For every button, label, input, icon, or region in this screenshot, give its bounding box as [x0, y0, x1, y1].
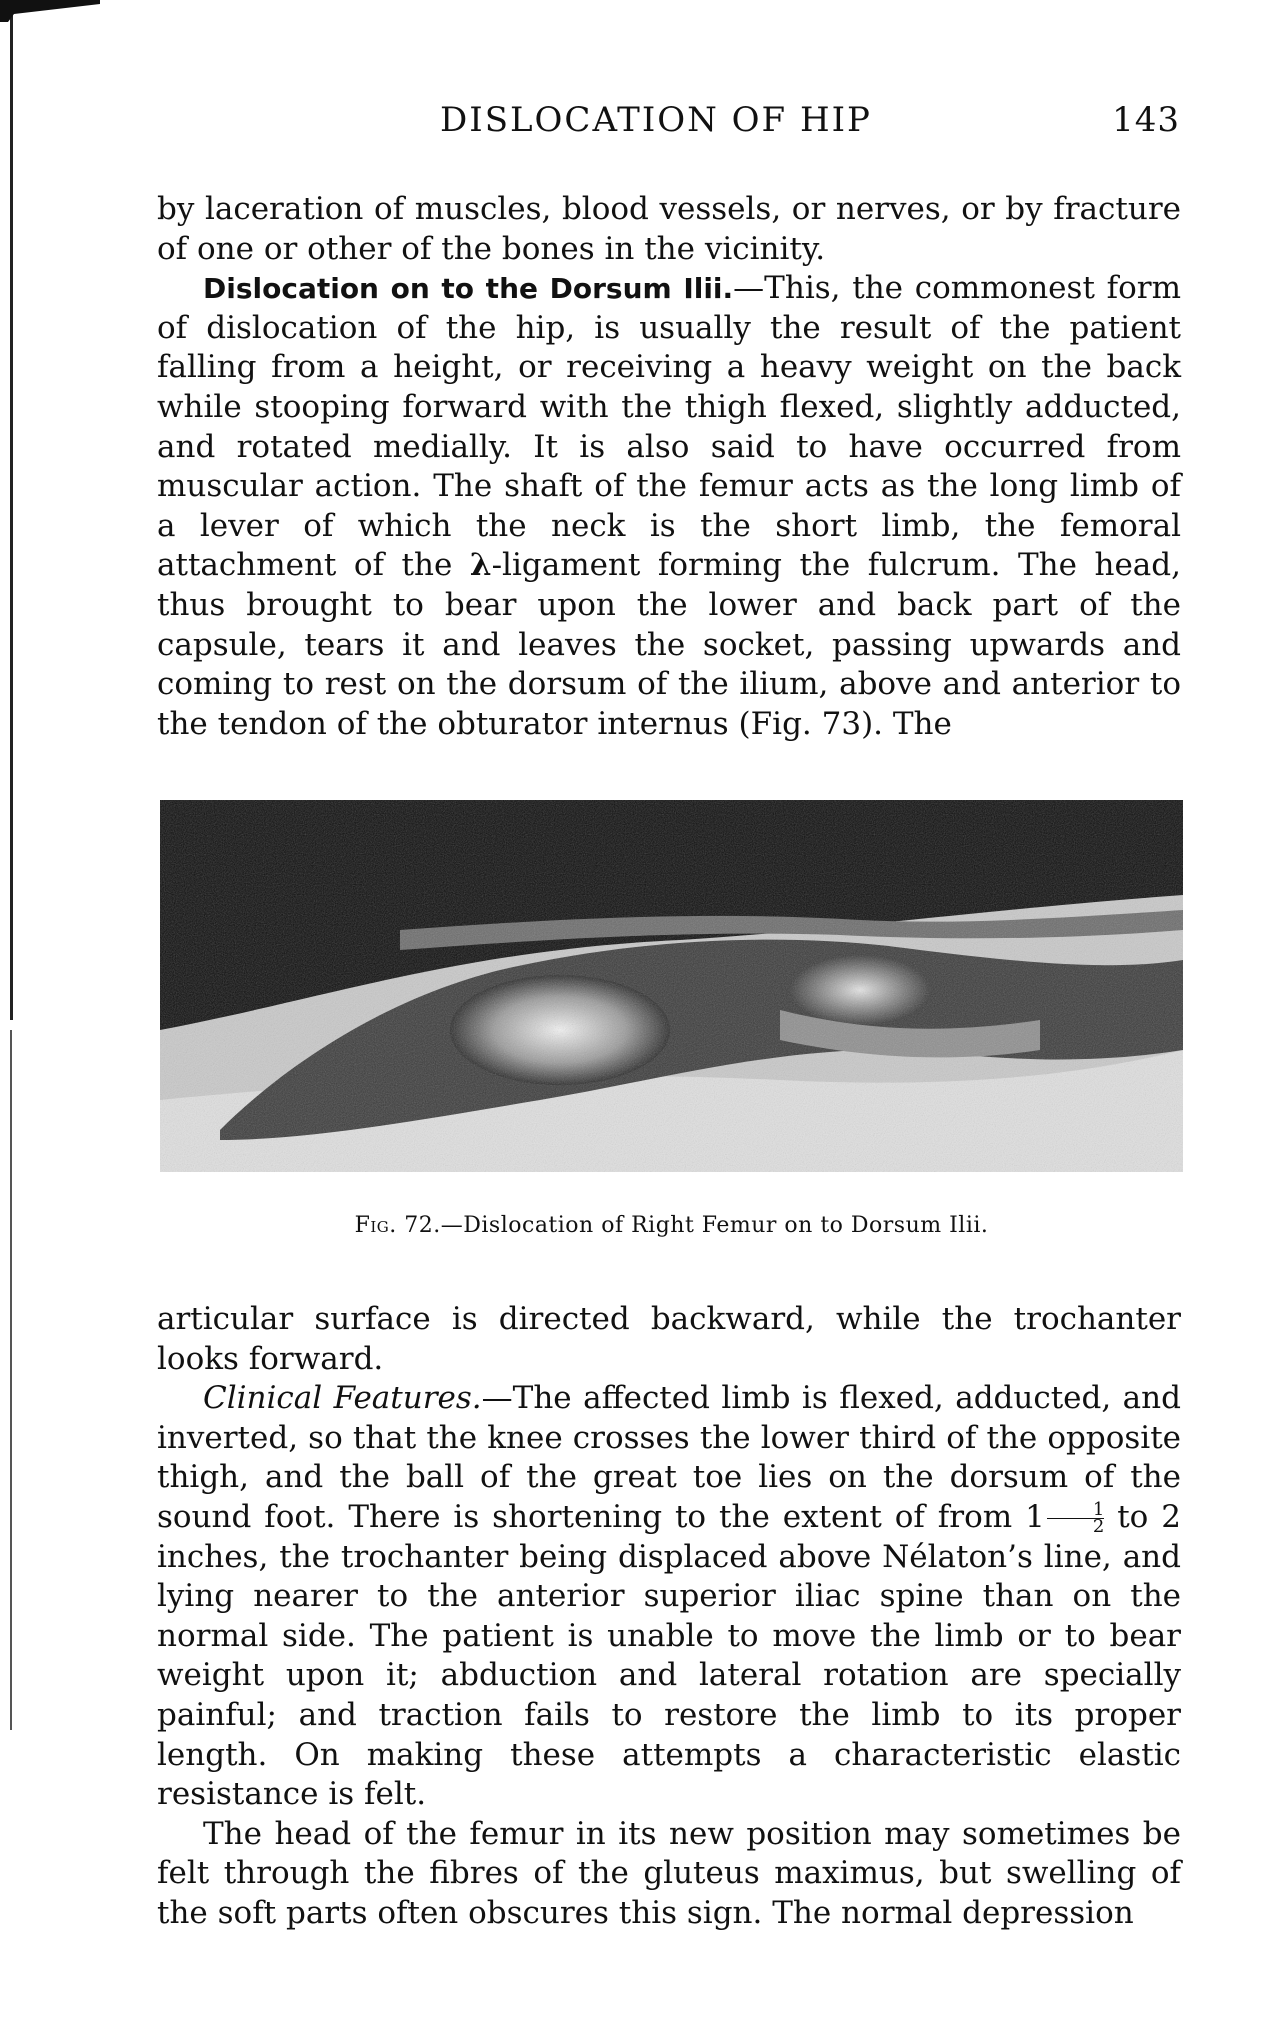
- page-binding-edge: [0, 0, 14, 2037]
- caption-text: —Dislocation of Right Femur on to Dorsum Ilii.: [440, 1213, 989, 1238]
- figure-72-photograph: [160, 800, 1183, 1172]
- paragraph-continuation: by laceration of muscles, blood vessels, or nerves, or by fracture of one or other of the bones in the vicinity.: [157, 191, 1181, 267]
- section-heading-clinical-features: Clinical Features.: [203, 1380, 482, 1417]
- paragraph-dorsum-ilii: Dislocation on to the Dorsum Ilii.—This, the commonest form of dislocation of the hip, is usually the result of the patient falling from a height, or receiving a heavy weight on the back while stooping forward with the thigh flexed, slightly adducted, and rotated medially. It is also said to have occurred from muscular action. The shaft of the femur acts as the long limb of a lever of which the neck is the short limb, the femoral attachment of the λ-ligament forming the fulcrum. The head, thus brought to bear upon the lower and back part of the capsule, tears it and leaves the socket, passing upwards and coming to rest on the dorsum of the ilium, above and anterior to the tendon of the obturator internus (Fig. 73). The: [157, 270, 1181, 742]
- lambda-symbol: λ: [469, 547, 492, 584]
- section-heading-dorsum-ilii: Dislocation on to the Dorsum Ilii.: [203, 272, 734, 306]
- paragraph-head-of-femur: The head of the femur in its new position may sometimes be felt through the fibres of the gluteus maximus, but swelling of the soft parts often obscures this sign. The normal depression: [157, 1815, 1181, 1931]
- page-number: 143: [1112, 100, 1180, 140]
- figure-72-caption: [160, 1213, 1183, 1238]
- paragraph-clinical-features: Clinical Features.—The affected limb is flexed, adducted, and inverted, so that the knee crosses the lower third of the opposite thigh, and the ball of the great toe lies on the dorsum of the sound foot. There is shortening to the extent of from 1 $\frac{1}{2}$ to 2 inches, the trochanter being displaced above Nélaton’s line, and lying nearer to the anterior superior iliac spine than on the normal side. The patient is unable to move the limb or to bear weight upon it; abduction and lateral rotation are specially painful; and traction fails to restore the limb to its proper length. On making these attempts a characteristic elastic resistance is felt.: [157, 1380, 1182, 1813]
- bottom-text-block: [157, 1300, 1181, 1934]
- corner-shadow-mark: [0, 0, 100, 22]
- top-text-block: [157, 190, 1181, 744]
- page-header: [160, 100, 1180, 150]
- fraction-one-half: $\frac{1}{2}$: [1047, 1502, 1104, 1535]
- figure-label: Fig. 72.: [354, 1213, 441, 1238]
- paragraph-articular-surface: articular surface is directed backward, while the trochanter looks forward.: [157, 1301, 1181, 1377]
- running-title: DISLOCATION OF HIP: [440, 100, 872, 140]
